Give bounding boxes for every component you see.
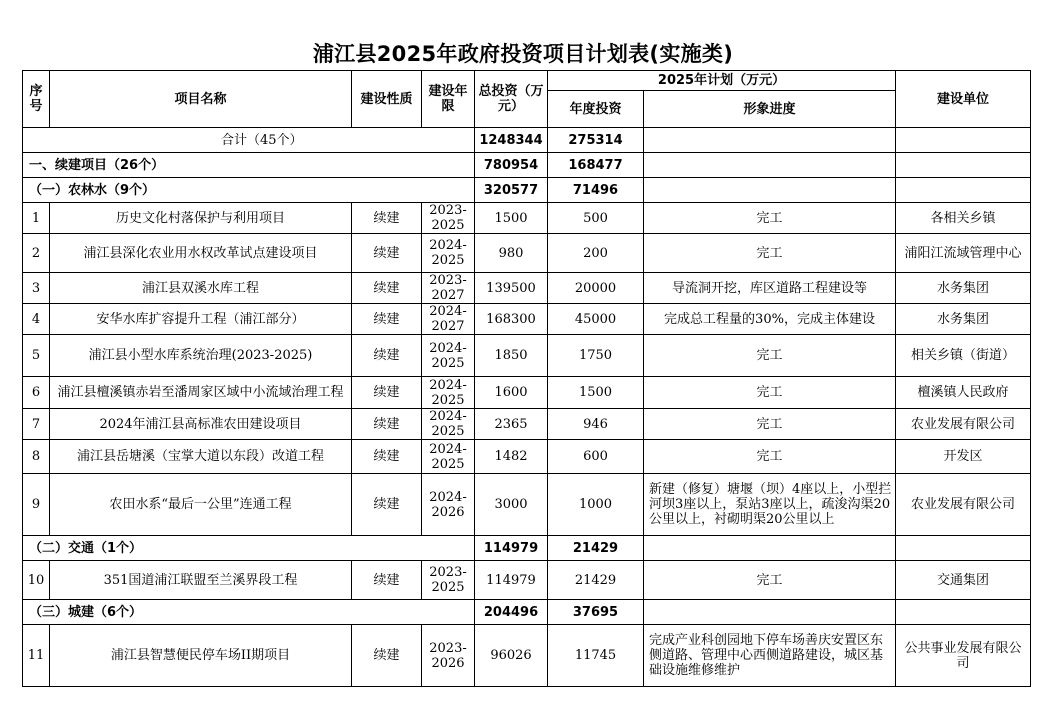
row-name: 浦江县双溪水库工程 bbox=[50, 273, 352, 304]
row-annual: 45000 bbox=[548, 304, 644, 335]
row-period: 2023-2027 bbox=[422, 273, 475, 304]
row-total: 1600 bbox=[475, 377, 548, 409]
group-label: （三）城建（6个） bbox=[23, 600, 475, 625]
total-label: 合计（45个） bbox=[50, 128, 475, 153]
row-progress: 完工 bbox=[644, 561, 896, 600]
header-name: 项目名称 bbox=[50, 71, 352, 128]
group-annual: 71496 bbox=[548, 178, 644, 203]
row-annual: 1750 bbox=[548, 335, 644, 377]
row-progress: 新建（修复）塘堰（坝）4座以上，小型拦河坝3座以上，泵站3座以上，疏浚沟渠20公里以上，衬砌明渠20公里以上 bbox=[644, 474, 896, 536]
row-period: 2024-2025 bbox=[422, 440, 475, 474]
row-annual: 20000 bbox=[548, 273, 644, 304]
row-total: 1500 bbox=[475, 203, 548, 234]
row-progress: 完工 bbox=[644, 203, 896, 234]
row-progress: 完工 bbox=[644, 377, 896, 409]
row-total: 168300 bbox=[475, 304, 548, 335]
row-unit: 水务集团 bbox=[896, 273, 1031, 304]
group-unit-cell bbox=[896, 178, 1031, 203]
row-progress: 完成总工程量的30%，完成主体建设 bbox=[644, 304, 896, 335]
header-progress: 形象进度 bbox=[644, 91, 896, 128]
row-period: 2024-2025 bbox=[422, 335, 475, 377]
table-row bbox=[23, 273, 1031, 304]
group-row bbox=[23, 178, 1031, 203]
table-row bbox=[23, 561, 1031, 600]
row-name: 浦江县小型水库系统治理(2023-2025) bbox=[50, 335, 352, 377]
section-unit-cell bbox=[896, 153, 1031, 178]
table-row bbox=[23, 377, 1031, 409]
row-name: 农田水系“最后一公里”连通工程 bbox=[50, 474, 352, 536]
row-name: 351国道浦江联盟至兰溪界段工程 bbox=[50, 561, 352, 600]
row-seq: 6 bbox=[23, 377, 50, 409]
row-period: 2024-2025 bbox=[422, 234, 475, 273]
row-seq: 11 bbox=[23, 625, 50, 687]
row-seq: 4 bbox=[23, 304, 50, 335]
table-row bbox=[23, 234, 1031, 273]
header-total: 总投资（万元） bbox=[475, 71, 548, 128]
header-plan-group: 2025年计划（万元） bbox=[548, 71, 896, 91]
row-progress: 完工 bbox=[644, 335, 896, 377]
row-nature: 续建 bbox=[352, 234, 422, 273]
group-annual: 37695 bbox=[548, 600, 644, 625]
total-sum: 1248344 bbox=[475, 128, 548, 153]
table-row bbox=[23, 440, 1031, 474]
table-row bbox=[23, 474, 1031, 536]
group-annual: 21429 bbox=[548, 536, 644, 561]
row-period: 2023-2025 bbox=[422, 203, 475, 234]
row-total: 1850 bbox=[475, 335, 548, 377]
row-name: 浦江县岳塘溪（宝掌大道以东段）改道工程 bbox=[50, 440, 352, 474]
group-progress-cell bbox=[644, 536, 896, 561]
row-nature: 续建 bbox=[352, 203, 422, 234]
row-annual: 21429 bbox=[548, 561, 644, 600]
row-nature: 续建 bbox=[352, 409, 422, 440]
row-nature: 续建 bbox=[352, 625, 422, 687]
table-row bbox=[23, 335, 1031, 377]
row-period: 2024-2027 bbox=[422, 304, 475, 335]
row-unit: 开发区 bbox=[896, 440, 1031, 474]
row-name: 安华水库扩容提升工程（浦江部分） bbox=[50, 304, 352, 335]
row-nature: 续建 bbox=[352, 304, 422, 335]
group-label: （二）交通（1个） bbox=[23, 536, 475, 561]
group-unit-cell bbox=[896, 536, 1031, 561]
row-total: 1482 bbox=[475, 440, 548, 474]
group-row bbox=[23, 536, 1031, 561]
row-total: 3000 bbox=[475, 474, 548, 536]
row-unit: 相关乡镇（街道） bbox=[896, 335, 1031, 377]
row-unit: 各相关乡镇 bbox=[896, 203, 1031, 234]
row-period: 2024-2025 bbox=[422, 377, 475, 409]
header-annual: 年度投资 bbox=[548, 91, 644, 128]
header-period: 建设年限 bbox=[422, 71, 475, 128]
row-unit: 交通集团 bbox=[896, 561, 1031, 600]
row-annual: 200 bbox=[548, 234, 644, 273]
row-name: 浦江县檀溪镇赤岩至潘周家区域中小流域治理工程 bbox=[50, 377, 352, 409]
table-row bbox=[23, 625, 1031, 687]
row-annual: 600 bbox=[548, 440, 644, 474]
row-unit: 水务集团 bbox=[896, 304, 1031, 335]
table-row bbox=[23, 203, 1031, 234]
row-nature: 续建 bbox=[352, 474, 422, 536]
header-nature: 建设性质 bbox=[352, 71, 422, 128]
row-seq: 1 bbox=[23, 203, 50, 234]
table-row bbox=[23, 409, 1031, 440]
row-unit: 浦阳江流域管理中心 bbox=[896, 234, 1031, 273]
section-label: 一、续建项目（26个） bbox=[23, 153, 475, 178]
investment-plan-table bbox=[22, 70, 1031, 687]
row-annual: 11745 bbox=[548, 625, 644, 687]
row-progress: 完成产业科创园地下停车场善庆安置区东侧道路、管理中心西侧道路建设，城区基础设施维修维护 bbox=[644, 625, 896, 687]
row-period: 2023-2026 bbox=[422, 625, 475, 687]
group-row bbox=[23, 600, 1031, 625]
row-total: 980 bbox=[475, 234, 548, 273]
row-total: 114979 bbox=[475, 561, 548, 600]
row-annual: 946 bbox=[548, 409, 644, 440]
row-progress: 完工 bbox=[644, 440, 896, 474]
page-title: 浦江县2025年政府投资项目计划表(实施类) bbox=[312, 42, 734, 66]
row-seq: 8 bbox=[23, 440, 50, 474]
row-total: 96026 bbox=[475, 625, 548, 687]
row-nature: 续建 bbox=[352, 335, 422, 377]
header-seq: 序号 bbox=[23, 71, 50, 128]
group-progress-cell bbox=[644, 600, 896, 625]
section-progress-cell bbox=[644, 153, 896, 178]
total-progress-cell bbox=[644, 128, 896, 153]
total-unit-cell bbox=[896, 128, 1031, 153]
row-period: 2024-2025 bbox=[422, 409, 475, 440]
row-name: 浦江县智慧便民停车场II期项目 bbox=[50, 625, 352, 687]
row-annual: 500 bbox=[548, 203, 644, 234]
row-seq: 10 bbox=[23, 561, 50, 600]
section-total: 780954 bbox=[475, 153, 548, 178]
row-unit: 农业发展有限公司 bbox=[896, 409, 1031, 440]
row-total: 139500 bbox=[475, 273, 548, 304]
row-seq: 5 bbox=[23, 335, 50, 377]
row-seq: 9 bbox=[23, 474, 50, 536]
group-total: 320577 bbox=[475, 178, 548, 203]
group-progress-cell bbox=[644, 178, 896, 203]
header-row-1 bbox=[23, 71, 1031, 91]
row-period: 2023-2025 bbox=[422, 561, 475, 600]
row-nature: 续建 bbox=[352, 561, 422, 600]
row-progress: 完工 bbox=[644, 409, 896, 440]
group-total: 204496 bbox=[475, 600, 548, 625]
row-annual: 1500 bbox=[548, 377, 644, 409]
row-nature: 续建 bbox=[352, 377, 422, 409]
row-seq: 3 bbox=[23, 273, 50, 304]
group-label: （一）农林水（9个） bbox=[23, 178, 475, 203]
row-nature: 续建 bbox=[352, 273, 422, 304]
section-row bbox=[23, 153, 1031, 178]
group-total: 114979 bbox=[475, 536, 548, 561]
row-seq: 2 bbox=[23, 234, 50, 273]
row-unit: 檀溪镇人民政府 bbox=[896, 377, 1031, 409]
row-name: 历史文化村落保护与利用项目 bbox=[50, 203, 352, 234]
group-unit-cell bbox=[896, 600, 1031, 625]
section-annual: 168477 bbox=[548, 153, 644, 178]
row-annual: 1000 bbox=[548, 474, 644, 536]
total-row bbox=[23, 128, 1031, 153]
row-name: 2024年浦江县高标准农田建设项目 bbox=[50, 409, 352, 440]
row-progress: 导流洞开挖，库区道路工程建设等 bbox=[644, 273, 896, 304]
row-progress: 完工 bbox=[644, 234, 896, 273]
row-name: 浦江县深化农业用水权改革试点建设项目 bbox=[50, 234, 352, 273]
table-row bbox=[23, 304, 1031, 335]
row-nature: 续建 bbox=[352, 440, 422, 474]
header-unit: 建设单位 bbox=[896, 71, 1031, 128]
total-seq-cell bbox=[23, 128, 50, 153]
total-annual: 275314 bbox=[548, 128, 644, 153]
row-total: 2365 bbox=[475, 409, 548, 440]
row-unit: 公共事业发展有限公司 bbox=[896, 625, 1031, 687]
row-unit: 农业发展有限公司 bbox=[896, 474, 1031, 536]
row-period: 2024-2026 bbox=[422, 474, 475, 536]
row-seq: 7 bbox=[23, 409, 50, 440]
